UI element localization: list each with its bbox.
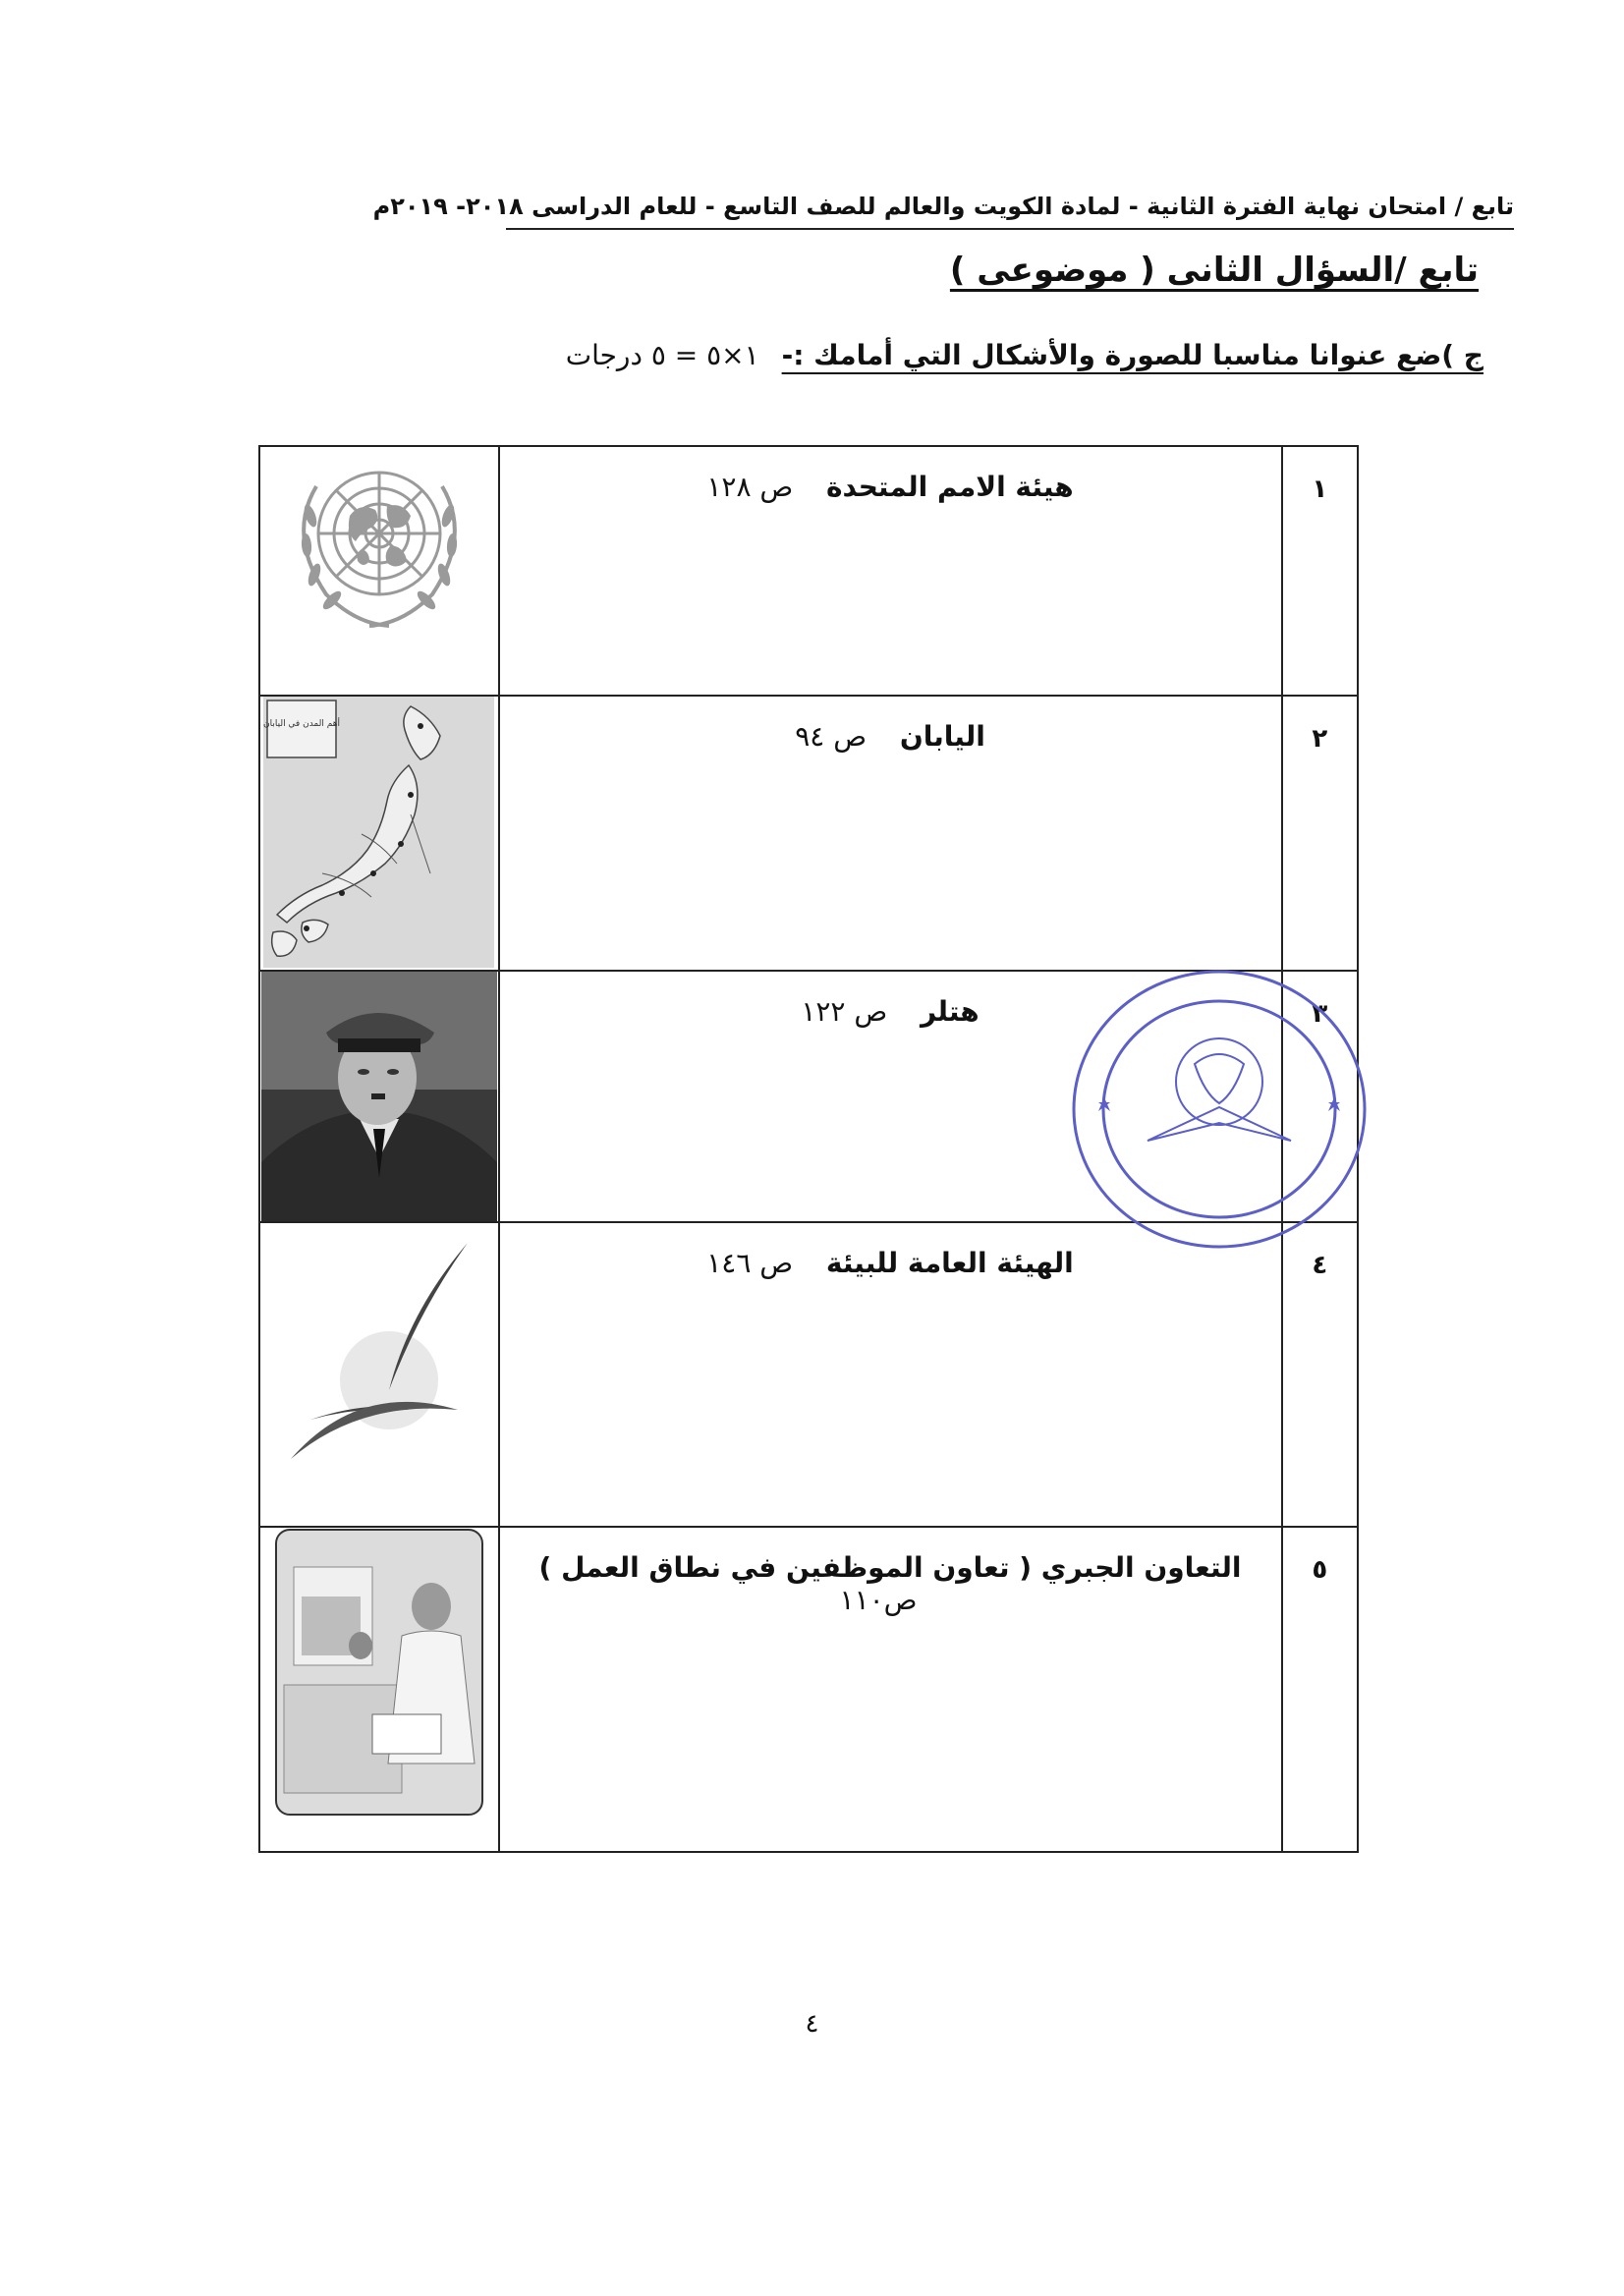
row-number: ٣ [1282, 971, 1358, 1222]
map-caption: أهم المدن في اليابان [263, 719, 341, 729]
answers-table [258, 445, 1359, 1853]
image-cell [259, 971, 499, 1222]
answer-row [259, 446, 1358, 696]
page-number: ٤ [805, 2009, 819, 2039]
instruction-text: ج )ضع عنوانا مناسبا للصورة والأشكال التي أمامك :- [781, 339, 1484, 371]
image-cell [259, 696, 499, 971]
answer-title: اليابان [899, 720, 985, 753]
answer-row [259, 696, 1358, 971]
answer-cell [499, 1527, 1282, 1852]
environment-logo-icon [271, 1223, 487, 1488]
row-number: ١ [1282, 446, 1358, 696]
exam-header: تابع / امتحان نهاية الفترة الثانية - لمادة الكويت والعالم للصف التاسع - للعام الدراسى ٢٠١٨- ٢٠١٩م [372, 193, 1514, 220]
japan-map-icon [263, 697, 494, 968]
image-cell [259, 1527, 499, 1852]
page-reference: ص ١٤٦ [706, 1247, 794, 1279]
answer-row [259, 971, 1358, 1222]
page-reference: ص ٩٤ [795, 720, 868, 753]
page-reference: ص١١٠ [839, 1584, 918, 1616]
page-reference: ص ١٢٢ [801, 995, 888, 1028]
row-number: ٥ [1282, 1527, 1358, 1852]
question-instruction [566, 339, 1484, 371]
answer-row [259, 1222, 1358, 1527]
image-cell [259, 446, 499, 696]
answer-cell [499, 446, 1282, 696]
row-number: ٤ [1282, 1222, 1358, 1527]
header-divider [506, 228, 1514, 230]
answer-title: التعاون الجبري ( تعاون الموظفين في نطاق العمل ) [538, 1551, 1242, 1584]
answer-cell [499, 1222, 1282, 1527]
answer-cell [499, 971, 1282, 1222]
answer-title: هيئة الامم المتحدة [826, 471, 1074, 503]
un-emblem-icon [281, 447, 477, 644]
office-workers-photo-icon [274, 1528, 484, 1817]
section-title: تابع /السؤال الثانى ( موضوعى ) [949, 251, 1479, 290]
answer-title: هتلر [920, 995, 980, 1028]
image-cell [259, 1222, 499, 1527]
row-number: ٢ [1282, 696, 1358, 971]
instruction-marks: ١×٥ = ٥ درجات [565, 339, 759, 371]
page-reference: ص ١٢٨ [706, 471, 794, 503]
portrait-photo-icon [261, 972, 497, 1221]
answer-title: الهيئة العامة للبيئة [825, 1247, 1074, 1279]
answer-row [259, 1527, 1358, 1852]
answer-cell [499, 696, 1282, 971]
